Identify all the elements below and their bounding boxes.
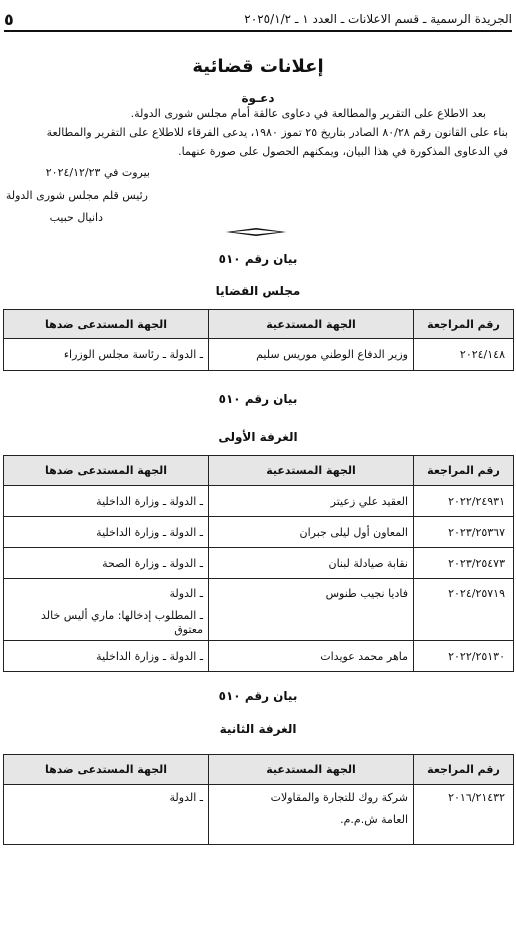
case-defendant: ـ الدولة <box>4 785 209 845</box>
statement-number: بيان رقم ٥١٠ <box>218 392 298 406</box>
case-defendant: ـ الدولة ـ وزارة الداخلية <box>4 517 209 548</box>
page-header <box>4 8 512 32</box>
case-ref: ٢٠١٦/٢١٤٣٢ <box>414 785 514 845</box>
table-row <box>4 641 514 672</box>
case-plaintiff: شركة روك للتجارة والمقاولات <box>270 791 408 804</box>
cases-table <box>3 754 514 845</box>
column-header-plaintiff: الجهة المستدعية <box>209 755 414 785</box>
column-header-plaintiff: الجهة المستدعية <box>209 310 414 339</box>
notice-line-1: بعد الاطلاع على التقرير والمطالعة في دعاوى عالقة أمام مجلس شورى الدولة. <box>130 107 486 120</box>
case-ref: ٢٠٢٤/١٤٨ <box>414 339 514 371</box>
case-ref: ٢٠٢٢/٢٤٩٣١ <box>414 486 514 517</box>
table-row <box>4 548 514 579</box>
table-row <box>4 517 514 548</box>
column-header-ref: رقم المراجعة <box>414 310 514 339</box>
case-ref: ٢٠٢٣/٢٥٣٦٧ <box>414 517 514 548</box>
column-header-ref: رقم المراجعة <box>414 755 514 785</box>
column-header-defendant: الجهة المستدعى ضدها <box>4 310 209 339</box>
table-row <box>4 486 514 517</box>
case-defendant: ـ الدولة ـ وزارة الداخلية <box>4 641 209 672</box>
case-plaintiff: المعاون أول ليلى جبران <box>209 517 414 548</box>
case-plaintiff: فاديا نجيب طنوس <box>209 579 414 641</box>
notice-heading: دعـوة <box>241 91 275 105</box>
header-text: الجريدة الرسمية ـ قسم الاعلانات ـ العدد ١ ـ ٢٠٢٥/١/٢ <box>244 12 512 26</box>
chamber-title: الغرفة الأولى <box>218 430 298 444</box>
cases-table <box>3 455 514 672</box>
case-plaintiff-continued: العامة ش.م.م. <box>340 813 408 826</box>
table-header-row <box>4 310 514 339</box>
table-header-row <box>4 755 514 785</box>
chamber-title: الغرفة الثانية <box>219 722 297 736</box>
statement-number: بيان رقم ٥١٠ <box>218 252 298 266</box>
column-header-ref: رقم المراجعة <box>414 456 514 486</box>
table-row <box>4 579 514 641</box>
page-title: إعلانات قضائية <box>192 56 324 77</box>
case-defendant: ـ الدولة ـ رئاسة مجلس الوزراء <box>4 339 209 371</box>
statement-number: بيان رقم ٥١٠ <box>218 689 298 703</box>
case-defendant: ـ الدولة ـ وزارة الداخلية <box>4 486 209 517</box>
case-plaintiff: ماهر محمد عويدات <box>209 641 414 672</box>
case-ref: ٢٠٢٤/٢٥٧١٩ <box>414 579 514 641</box>
table-row <box>4 339 514 371</box>
case-plaintiff: وزير الدفاع الوطني موريس سليم <box>209 339 414 371</box>
cases-table <box>3 309 514 371</box>
case-plaintiff: نقابة صيادلة لبنان <box>209 548 414 579</box>
chamber-title: مجلس القضايا <box>215 284 301 298</box>
case-plaintiff: العقيد علي زعيتر <box>209 486 414 517</box>
section-divider-ornament <box>226 228 286 236</box>
notice-signer-name: دانيال حبيب <box>49 211 103 224</box>
notice-signer-role: رئيس قلم مجلس شورى الدولة <box>5 189 148 202</box>
page-number: ٥ <box>4 9 14 29</box>
case-defendant-joined: ـ المطلوب إدخالها: ماري أليس خالد معتوق <box>41 609 203 636</box>
case-defendant: ـ الدولة ـ وزارة الصحة <box>4 548 209 579</box>
column-header-plaintiff: الجهة المستدعية <box>209 456 414 486</box>
table-row <box>4 785 514 845</box>
case-defendant-multi <box>4 579 209 641</box>
notice-line-3: في الدعاوى المذكورة في هذا البيان، ويمكنهم الحصول على صورة عنهما. <box>178 145 508 158</box>
case-ref: ٢٠٢٣/٢٥٤٧٣ <box>414 548 514 579</box>
notice-place-date: بيروت في ٢٠٢٤/١٢/٢٣ <box>45 166 150 179</box>
notice-line-2: بناء على القانون رقم ٨٠/٢٨ الصادر بتاريخ ٢٥ تموز ١٩٨٠، يدعى الفرقاء للاطلاع على التقرير والمطالعة <box>46 126 508 139</box>
column-header-defendant: الجهة المستدعى ضدها <box>4 755 209 785</box>
case-ref: ٢٠٢٢/٢٥١٣٠ <box>414 641 514 672</box>
column-header-defendant: الجهة المستدعى ضدها <box>4 456 209 486</box>
case-plaintiff-multi <box>209 785 414 845</box>
table-header-row <box>4 456 514 486</box>
case-defendant: ـ الدولة <box>169 587 203 600</box>
